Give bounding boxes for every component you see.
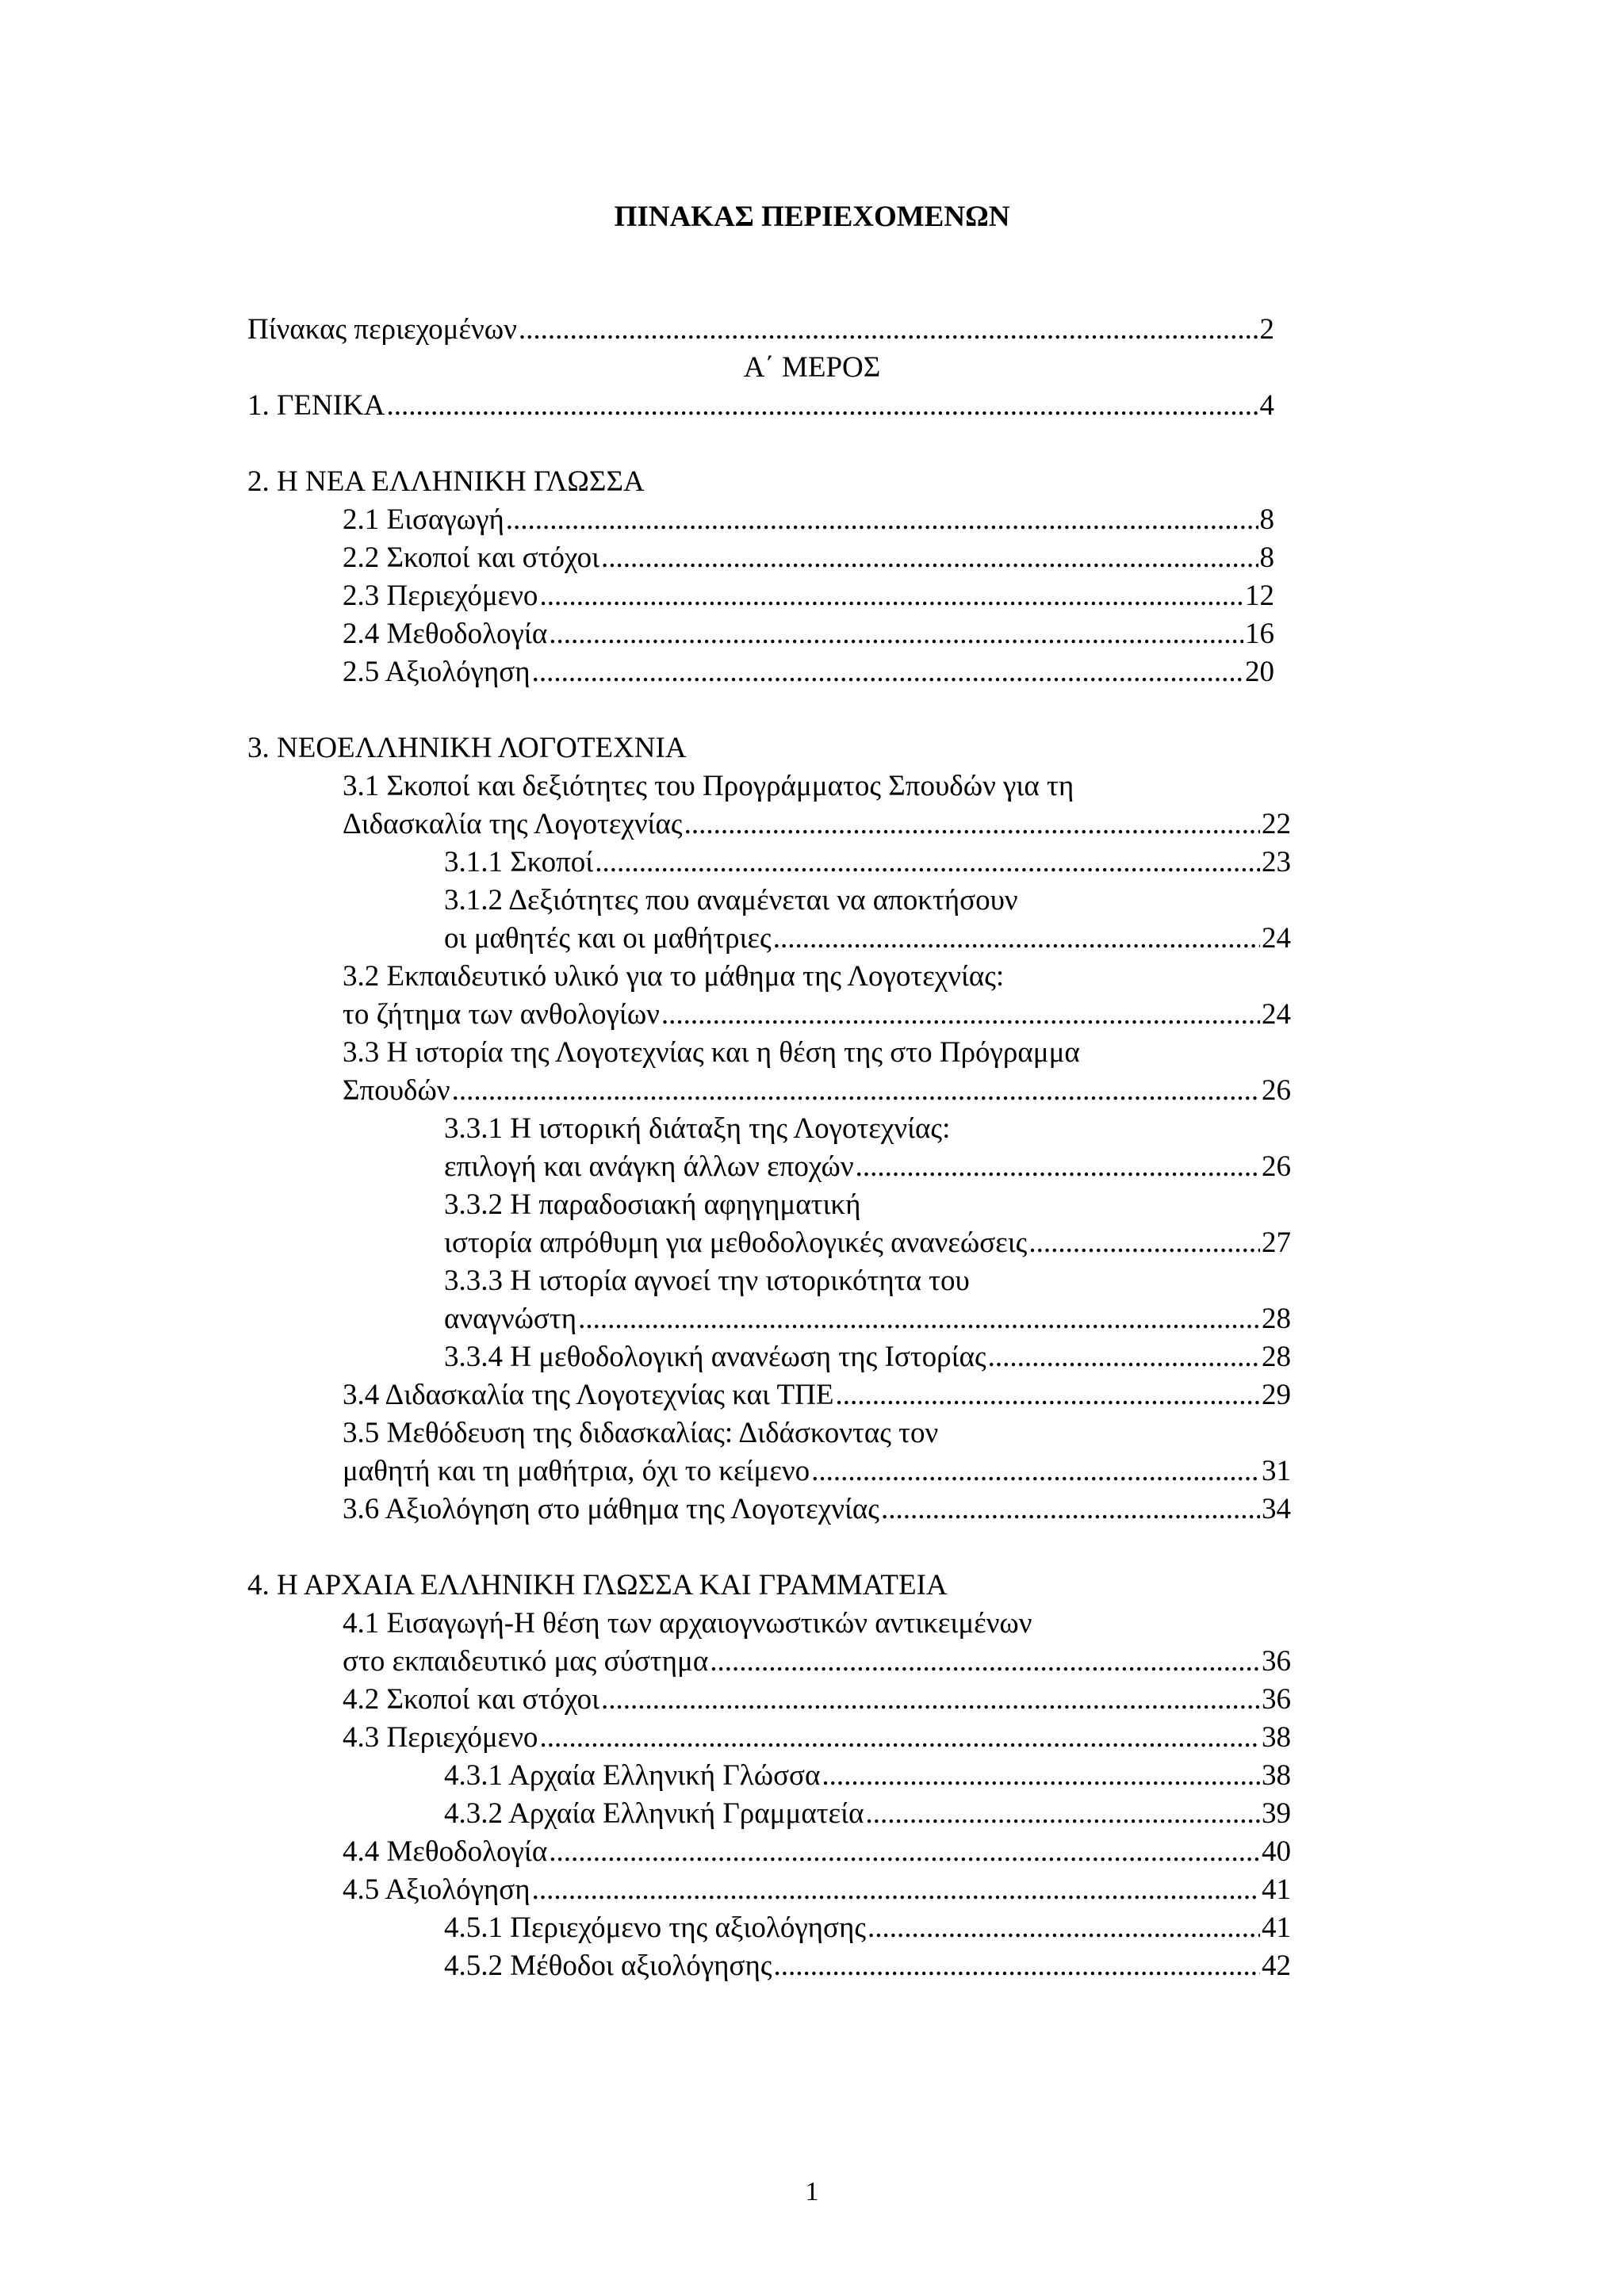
toc-entry [444, 1148, 1291, 1186]
toc-entry [343, 1871, 1291, 1909]
toc-entry [0, 349, 1624, 387]
toc-dot-leader [811, 1452, 1260, 1490]
toc-entry [343, 1414, 938, 1452]
toc-entry [444, 882, 1018, 920]
toc-entry-title: επιλογή και ανάγκη άλλων εποχών [444, 1150, 854, 1183]
toc-dot-leader [822, 1757, 1260, 1795]
toc-entry-title: 2.3 Περιεχόμενο [343, 580, 538, 612]
page-title: ΠΙΝΑΚΑΣ ΠΕΡΙΕΧΟΜΕΝΩΝ [614, 201, 1010, 233]
toc-entry [343, 1681, 1291, 1719]
toc-entry-title: 3. ΝΕΟΕΛΛΗΝΙΚΗ ΛΟΓΟΤΕΧΝΙΑ [247, 732, 687, 764]
toc-entry-page: 4 [1259, 389, 1274, 422]
toc-entry-page: 2 [1259, 313, 1274, 346]
toc-dot-leader [868, 1909, 1260, 1947]
toc-entry [247, 463, 645, 501]
toc-dot-leader [881, 1490, 1260, 1529]
toc-entry-title: 2.4 Μεθοδολογία [343, 618, 548, 650]
toc-entry-page: 41 [1262, 1911, 1291, 1944]
toc-entry-page: 26 [1262, 1074, 1291, 1107]
toc-entry-title: 3.6 Αξιολόγηση στο μάθημα της Λογοτεχνίας [343, 1493, 879, 1525]
toc-entry [444, 920, 1291, 958]
toc-entry [444, 1186, 860, 1224]
toc-entry-page: 24 [1262, 922, 1291, 955]
toc-dot-leader [856, 1148, 1260, 1186]
toc-dot-leader [601, 539, 1258, 577]
toc-entry-title: 2.1 Εισαγωγή [343, 503, 504, 536]
toc-entry-title: 4.5 Αξιολόγηση [343, 1873, 530, 1906]
toc-dot-leader [539, 577, 1243, 615]
toc-entry [247, 1567, 948, 1605]
toc-dot-leader [865, 1795, 1260, 1833]
toc-entry [343, 1490, 1291, 1529]
toc-entry-page: 38 [1262, 1759, 1291, 1792]
toc-entry-title: 4.4 Μεθοδολογία [343, 1835, 548, 1868]
toc-dot-leader [773, 1947, 1260, 1985]
toc-entry-page: 27 [1262, 1226, 1291, 1259]
toc-dot-leader [988, 1338, 1260, 1376]
toc-entry [343, 1452, 1291, 1490]
toc-dot-leader [532, 653, 1243, 691]
toc-entry-title: 4.5.1 Περιεχόμενο της αξιολόγησης [444, 1911, 866, 1944]
toc-entry [444, 1110, 950, 1148]
page-number: 1 [805, 2177, 819, 2206]
toc-entry-title: 3.2 Εκπαιδευτικό υλικό για το μάθημα της Λογοτεχνίας: [343, 960, 1005, 993]
toc-entry [444, 1757, 1291, 1795]
toc-dot-leader [386, 387, 1258, 425]
toc-entry-page: 12 [1245, 580, 1274, 612]
toc-dot-leader [452, 1072, 1260, 1110]
toc-entry-page: 28 [1262, 1341, 1291, 1373]
toc-entry-title: 3.1.1 Σκοποί [444, 846, 594, 878]
toc-entry-title: Α΄ ΜΕΡΟΣ [743, 351, 881, 384]
toc-entry [343, 653, 1274, 691]
toc-entry-page: 8 [1259, 503, 1274, 536]
toc-entry [444, 844, 1291, 882]
toc-entry-page: 38 [1262, 1721, 1291, 1754]
toc-entry-title: στο εκπαιδευτικό μας σύστημα [343, 1645, 709, 1678]
toc-dot-leader [661, 996, 1260, 1034]
toc-entry-page: 8 [1259, 541, 1274, 574]
toc-entry [444, 1795, 1291, 1833]
toc-entry-title: 3.3.3 Η ιστορία αγνοεί την ιστορικότητα του [444, 1265, 970, 1297]
toc-entry-title: Σπουδών [343, 1074, 450, 1107]
toc-entry-title: 4.3.2 Αρχαία Ελληνική Γραμματεία [444, 1797, 864, 1830]
toc-entry-page: 23 [1262, 846, 1291, 878]
toc-entry [343, 501, 1274, 539]
toc-entry-page: 41 [1262, 1873, 1291, 1906]
toc-dot-leader [1028, 1224, 1260, 1262]
toc-entry-title: 1. ΓΕΝΙΚΑ [247, 389, 385, 422]
toc-entry-title: 4.3.1 Αρχαία Ελληνική Γλώσσα [444, 1759, 821, 1792]
toc-entry-title: 3.1.2 Δεξιότητες που αναμένεται να αποκτήσουν [444, 884, 1018, 916]
toc-entry [444, 1909, 1291, 1947]
toc-entry-page: 16 [1245, 618, 1274, 650]
toc-entry-title: Πίνακας περιεχομένων [247, 313, 517, 346]
toc-entry [444, 1262, 970, 1300]
toc-entry [343, 1833, 1291, 1871]
toc-entry [343, 615, 1274, 653]
toc-entry-title: 2. Η ΝΕΑ ΕΛΛΗΝΙΚΗ ΓΛΩΣΣΑ [247, 465, 645, 498]
toc-dot-leader [539, 1719, 1260, 1757]
toc-dot-leader [773, 920, 1260, 958]
toc-entry [247, 311, 1274, 349]
toc-entry-page: 34 [1262, 1493, 1291, 1525]
toc-entry-title: μαθητή και τη μαθήτρια, όχι το κείμενο [343, 1455, 810, 1487]
toc-dot-leader [549, 1833, 1260, 1871]
toc-entry [343, 539, 1274, 577]
toc-entry-title: οι μαθητές και οι μαθήτριες [444, 922, 772, 955]
toc-dot-leader [835, 1376, 1260, 1414]
toc-entry-page: 29 [1262, 1379, 1291, 1411]
toc-entry-page: 28 [1262, 1303, 1291, 1335]
toc-entry [247, 387, 1274, 425]
toc-entry [343, 958, 1004, 996]
toc-dot-leader [532, 1871, 1260, 1909]
toc-dot-leader [549, 615, 1243, 653]
toc-entry-title: 3.3.1 Η ιστορική διάταξη της Λογοτεχνίας: [444, 1112, 951, 1145]
toc-entry-page: 40 [1262, 1835, 1291, 1868]
toc-entry-page: 24 [1262, 998, 1291, 1031]
toc-entry [444, 1947, 1291, 1985]
toc-entry [343, 1605, 1032, 1643]
toc-entry-page: 36 [1262, 1683, 1291, 1716]
toc-dot-leader [710, 1643, 1260, 1681]
toc-entry [343, 996, 1291, 1034]
toc-entry [343, 806, 1291, 844]
toc-entry-page: 26 [1262, 1150, 1291, 1183]
toc-entry-title: αναγνώστη [444, 1303, 577, 1335]
toc-entry-title: 3.3 Η ιστορία της Λογοτεχνίας και η θέση της στο Πρόγραμμα [343, 1036, 1080, 1069]
toc-entry [247, 729, 687, 767]
toc-entry-page: 42 [1262, 1950, 1291, 1982]
toc-dot-leader [519, 311, 1258, 349]
toc-entry-page: 22 [1262, 808, 1291, 840]
toc-entry [444, 1300, 1291, 1338]
toc-entry [343, 1072, 1291, 1110]
toc-dot-leader [601, 1681, 1260, 1719]
toc-entry [343, 1376, 1291, 1414]
toc-entry [343, 767, 1074, 806]
toc-entry-title: το ζήτημα των ανθολογίων [343, 998, 660, 1031]
toc-entry-title: 2.5 Αξιολόγηση [343, 656, 530, 688]
toc-entry [343, 1034, 1080, 1072]
toc-dot-leader [578, 1300, 1260, 1338]
toc-entry-title: 2.2 Σκοποί και στόχοι [343, 541, 600, 574]
toc-entry [343, 1719, 1291, 1757]
toc-entry-title: 3.5 Μεθόδευση της διδασκαλίας: Διδάσκοντας τον [343, 1417, 939, 1449]
toc-entry-page: 20 [1245, 656, 1274, 688]
toc-entry-page: 31 [1262, 1455, 1291, 1487]
toc-entry-title: ιστορία απρόθυμη για μεθοδολογικές ανανεώσεις [444, 1226, 1028, 1259]
toc-entry-page: 36 [1262, 1645, 1291, 1678]
toc-entry-title: 4.1 Εισαγωγή-Η θέση των αρχαιογνωστικών αντικειμένων [343, 1607, 1032, 1640]
toc-entry-title: 3.3.4 Η μεθοδολογική ανανέωση της Ιστορίας [444, 1341, 986, 1373]
toc-entry-title: 3.1 Σκοποί και δεξιότητες του Προγράμματος Σπουδών για τη [343, 770, 1074, 802]
toc-entry-title: 4. Η ΑΡΧΑΙΑ ΕΛΛΗΝΙΚΗ ΓΛΩΣΣΑ ΚΑΙ ΓΡΑΜΜΑΤΕΙΑ [247, 1569, 948, 1601]
toc-entry [444, 1224, 1291, 1262]
toc-dot-leader [506, 501, 1258, 539]
toc-entry-title: 4.3 Περιεχόμενο [343, 1721, 538, 1754]
toc-entry-title: 3.4 Διδασκαλία της Λογοτεχνίας και ΤΠΕ [343, 1379, 834, 1411]
toc-entry [444, 1338, 1291, 1376]
toc-entry-title: 3.3.2 Η παραδοσιακή αφηγηματική [444, 1188, 861, 1221]
toc-entry-title: 4.5.2 Μέθοδοι αξιολόγησης [444, 1950, 772, 1982]
toc-dot-leader [684, 806, 1260, 844]
toc-entry [343, 1643, 1291, 1681]
toc-entry-title: 4.2 Σκοποί και στόχοι [343, 1683, 600, 1716]
toc-entry [343, 577, 1274, 615]
toc-entry-title: Διδασκαλία της Λογοτεχνίας [343, 808, 683, 840]
toc-entry-page: 39 [1262, 1797, 1291, 1830]
toc-dot-leader [595, 844, 1260, 882]
